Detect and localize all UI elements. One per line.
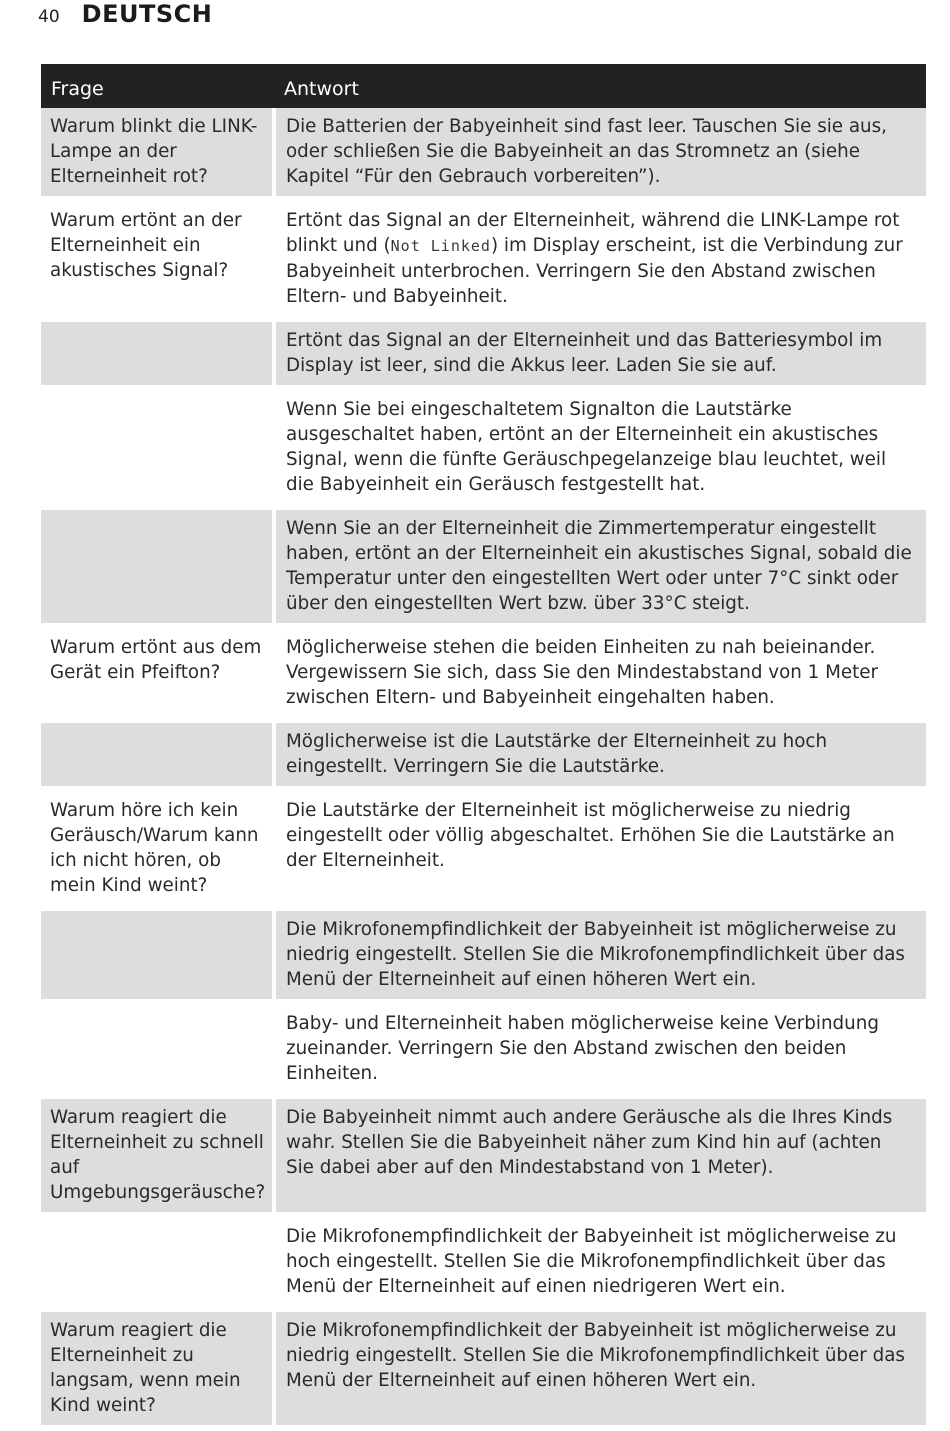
answer-cell: Die Lautstärke der Elterneinheit ist möglicherweise zu niedrig eingestellt oder völlig abgeschaltet. Erhöhen Sie die Lautstärke an der Elterneinheit.: [274, 789, 926, 908]
page-number: 40: [38, 7, 60, 27]
table-row: [41, 626, 926, 720]
answer-cell: Die Babyeinheit nimmt auch andere Geräusche als die Ihres Kinds wahr. Stellen Sie die Babyeinheit näher zum Kind hin auf (achten Sie dabei aber auf den Mindestabstand von 1 Meter).: [274, 1096, 926, 1215]
answer-cell: Möglicherweise ist die Lautstärke der Elterneinheit zu hoch eingestellt. Verringern Sie die Lautstärke.: [274, 720, 926, 789]
table-row: [41, 789, 926, 908]
table-row: [41, 1096, 926, 1215]
section-title: DEUTSCH: [81, 0, 213, 28]
question-cell: Warum ertönt an der Elterneinheit ein akustisches Signal?: [41, 199, 274, 319]
answer-cell: Die Mikrofonempfindlichkeit der Babyeinheit ist möglicherweise zu niedrig eingestellt. Stellen Sie die Mikrofonempfindlichkeit über das Menü der Elterneinheit auf einen höheren Wert ein.: [274, 1309, 926, 1428]
answer-cell: Baby- und Elterneinheit haben möglicherweise keine Verbindung zueinander. Verringern Sie den Abstand zwischen den beiden Einheiten.: [274, 1002, 926, 1096]
question-cell: Warum höre ich kein Geräusch/Warum kann ich nicht hören, ob mein Kind weint?: [41, 789, 274, 908]
question-cell: Warum blinkt die LINK-Lampe an der Elterneinheit rot?: [41, 108, 274, 199]
column-header-answer: Antwort: [274, 64, 926, 108]
question-cell: [41, 507, 274, 626]
table-row: [41, 108, 926, 199]
question-cell: [41, 388, 274, 507]
table-row: [41, 319, 926, 388]
table-row: [41, 507, 926, 626]
answer-cell: Wenn Sie bei eingeschaltetem Signalton die Lautstärke ausgeschaltet haben, ertönt an der Elterneinheit ein akustisches Signal, wenn die fünfte Geräuschpegelanzeige blau leuchtet, weil die Babyeinheit ein Geräusch festgestellt hat.: [274, 388, 926, 507]
column-header-question: Frage: [41, 64, 274, 108]
page-header: [38, 0, 212, 30]
answer-cell: Die Mikrofonempfindlichkeit der Babyeinheit ist möglicherweise zu hoch eingestellt. Stellen Sie die Mikrofonempfindlichkeit über das Menü der Elterneinheit auf einen niedrigeren Wert ein.: [274, 1215, 926, 1309]
answer-cell: [274, 199, 926, 319]
table-row: [41, 1215, 926, 1309]
question-cell: [41, 720, 274, 789]
table-row: [41, 388, 926, 507]
answer-cell: Wenn Sie an der Elterneinheit die Zimmertemperatur eingestellt haben, ertönt an der Elterneinheit ein akustisches Signal, sobald die Temperatur unter den eingestellten Wert oder unter 7°C sinkt oder über den eingestellten Wert bzw. über 33°C steigt.: [274, 507, 926, 626]
table-header-row: [41, 64, 926, 108]
question-cell: [41, 908, 274, 1002]
question-cell: [41, 1002, 274, 1096]
table-row: [41, 720, 926, 789]
table-row: [41, 1002, 926, 1096]
table-row: [41, 908, 926, 1002]
question-cell: [41, 319, 274, 388]
answer-cell: Die Mikrofonempfindlichkeit der Babyeinheit ist möglicherweise zu niedrig eingestellt. Stellen Sie die Mikrofonempfindlichkeit über das Menü der Elterneinheit auf einen höheren Wert ein.: [274, 908, 926, 1002]
answer-text-before: Ertönt das Signal an der Elterneinheit, während die LINK-Lampe rot blinkt und (: [286, 210, 900, 256]
table-row: [41, 199, 926, 319]
question-cell: Warum reagiert die Elterneinheit zu langsam, wenn mein Kind weint?: [41, 1309, 274, 1428]
question-cell: Warum ertönt aus dem Gerät ein Pfeifton?: [41, 626, 274, 720]
question-cell: [41, 1215, 274, 1309]
answer-cell: Die Batterien der Babyeinheit sind fast leer. Tauschen Sie sie aus, oder schließen Sie die Babyeinheit an das Stromnetz an (siehe Kapitel “Für den Gebrauch vorbereiten”).: [274, 108, 926, 199]
answer-cell: Ertönt das Signal an der Elterneinheit und das Batteriesymbol im Display ist leer, sind die Akkus leer. Laden Sie sie auf.: [274, 319, 926, 388]
display-text-not-linked: Not Linked: [390, 237, 491, 255]
answer-text-after: ) im Display erscheint, ist die Verbindung zur Babyeinheit unterbrochen. Verringern Sie den Abstand zwischen Eltern- und Babyeinheit.: [286, 235, 903, 307]
answer-cell: Möglicherweise stehen die beiden Einheiten zu nah beieinander. Vergewissern Sie sich, dass Sie den Mindestabstand von 1 Meter zwischen Eltern- und Babyeinheit eingehalten haben.: [274, 626, 926, 720]
question-cell: Warum reagiert die Elterneinheit zu schnell auf Umgebungsgeräusche?: [41, 1096, 274, 1215]
table-row: [41, 1309, 926, 1428]
troubleshooting-table: [41, 64, 926, 1431]
